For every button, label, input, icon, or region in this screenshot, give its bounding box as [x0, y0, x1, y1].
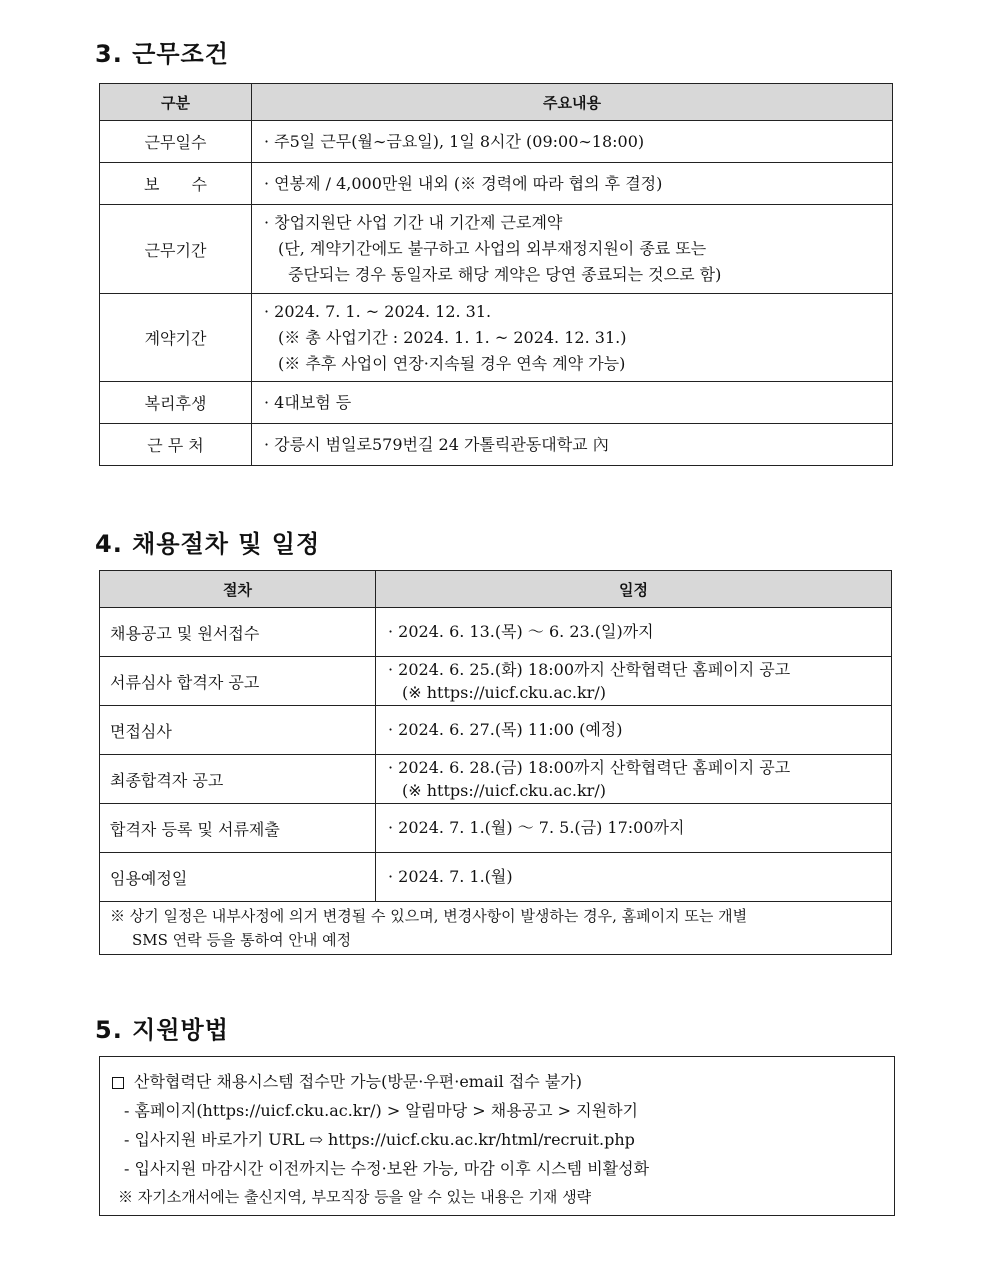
row-content: · 2024. 7. 1.(월)	[376, 853, 892, 902]
row-label: 근 무 처	[100, 424, 252, 466]
row-label: 복리후생	[100, 382, 252, 424]
row-content: · 4대보험 등	[252, 382, 893, 424]
application-item: - 입사지원 마감시간 이전까지는 수정·보완 가능, 마감 이후 시스템 비활성화	[124, 1159, 650, 1178]
schedule-table	[99, 570, 892, 955]
application-main: 산학협력단 채용시스템 접수만 가능(방문·우편·email 접수 불가)	[112, 1067, 882, 1096]
row-content: · 2024. 6. 25.(화) 18:00까지 산학협력단 홈페이지 공고 (※ https://uicf.cku.ac.kr/)	[376, 657, 892, 706]
row-content: · 연봉제 / 4,000만원 내외 (※ 경력에 따라 협의 후 결정)	[252, 163, 893, 205]
checkbox-square-icon	[112, 1077, 124, 1089]
row-label: 면접심사	[100, 706, 376, 755]
application-item: - 입사지원 바로가기 URL ⇨ https://uicf.cku.ac.kr/html/recruit.php	[124, 1130, 635, 1149]
row-content: · 2024. 6. 28.(금) 18:00까지 산학협력단 홈페이지 공고 (※ https://uicf.cku.ac.kr/)	[376, 755, 892, 804]
row-content: · 강릉시 범일로579번길 24 가톨릭관동대학교 內	[252, 424, 893, 466]
section4-title: 4. 채용절차 및 일정	[95, 530, 321, 558]
row-content: · 2024. 6. 27.(목) 11:00 (예정)	[376, 706, 892, 755]
row-content: · 창업지원단 사업 기간 내 기간제 근로계약 (단, 계약기간에도 불구하고 사업의 외부재정지원이 종료 또는 중단되는 경우 동일자로 해당 계약은 당연 종료되는 것으로 함)	[252, 205, 893, 294]
row-label: 보 수	[100, 163, 252, 205]
work-conditions-table	[99, 83, 893, 466]
row-content: · 2024. 7. 1.(월) ～ 7. 5.(금) 17:00까지	[376, 804, 892, 853]
row-label: 최종합격자 공고	[100, 755, 376, 804]
application-note: ※ 자기소개서에는 출신지역, 부모직장 등을 알 수 있는 내용은 기재 생략	[118, 1188, 592, 1206]
row-label: 임용예정일	[100, 853, 376, 902]
row-content: · 2024. 6. 13.(목) ～ 6. 23.(일)까지	[376, 608, 892, 657]
row-content: · 주5일 근무(월∼금요일), 1일 8시간 (09:00∼18:00)	[252, 121, 893, 163]
row-label: 채용공고 및 원서접수	[100, 608, 376, 657]
schedule-note: ※ 상기 일정은 내부사정에 의거 변경될 수 있으며, 변경사항이 발생하는 경우, 홈페이지 또는 개별 SMS 연락 등을 통하여 안내 예정	[100, 902, 892, 955]
header-procedure: 절차	[100, 571, 376, 608]
header-category: 구분	[100, 84, 252, 121]
section3-title: 3. 근무조건	[95, 40, 229, 68]
row-label: 계약기간	[100, 294, 252, 382]
row-label: 근무일수	[100, 121, 252, 163]
header-schedule: 일정	[376, 571, 892, 608]
application-item: - 홈페이지(https://uicf.cku.ac.kr/) > 알림마당 > 채용공고 > 지원하기	[124, 1101, 638, 1120]
header-content: 주요내용	[252, 84, 893, 121]
row-content: · 2024. 7. 1. ~ 2024. 12. 31. (※ 총 사업기간 : 2024. 1. 1. ~ 2024. 12. 31.) (※ 추후 사업이 연장·지속될 경우 연속 계약 가능)	[252, 294, 893, 382]
row-label: 서류심사 합격자 공고	[100, 657, 376, 706]
row-label: 근무기간	[100, 205, 252, 294]
row-label: 합격자 등록 및 서류제출	[100, 804, 376, 853]
application-method-box	[99, 1056, 895, 1216]
section5-title: 5. 지원방법	[95, 1016, 229, 1044]
